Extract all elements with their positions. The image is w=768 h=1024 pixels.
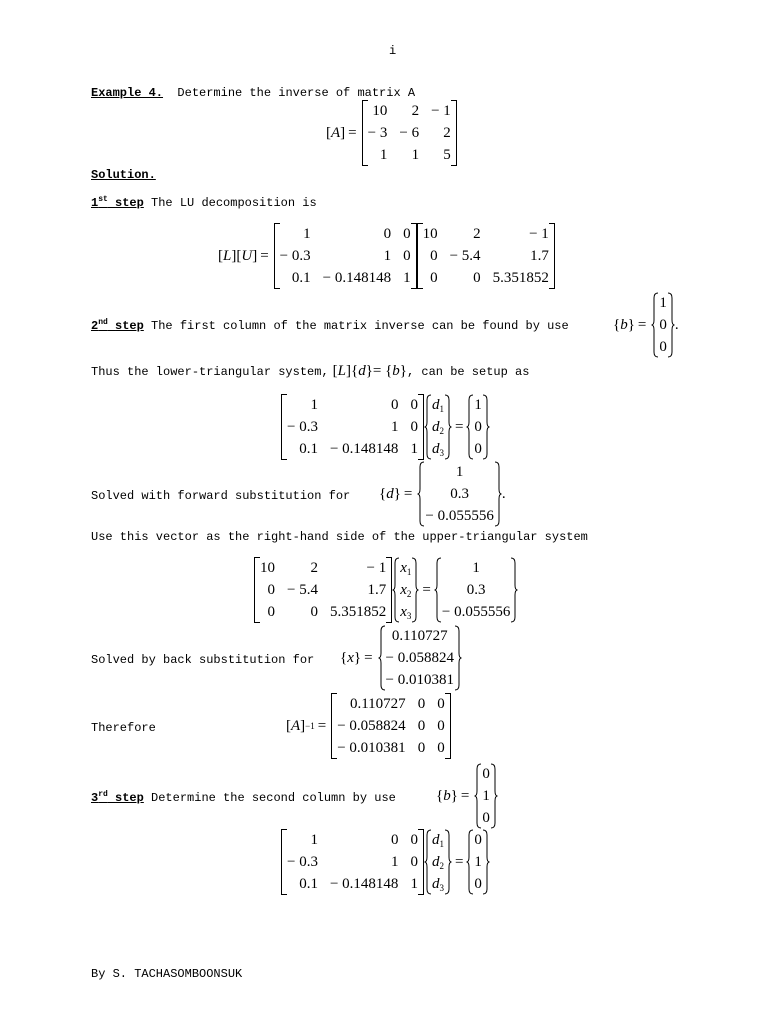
matrix-L-system	[281, 394, 424, 460]
b-vector-1: { b } = 1 0 0 .	[613, 292, 679, 358]
matrix-cell: 0.1	[299, 440, 318, 457]
matrix-cell: − 0.148148	[329, 440, 399, 457]
matrix-A	[362, 100, 457, 166]
variable-name: x	[400, 603, 407, 620]
variable-name: d	[431, 418, 440, 435]
matrix-cell: − 1	[529, 225, 549, 242]
lower-triangular-line: Thus the lower-triangular system, [L]{d}= {b} , can be setup as	[91, 363, 530, 379]
matrix-cell: 1	[379, 146, 388, 163]
footer-author: By S. TACHASOMBOONSUK	[91, 967, 243, 981]
matrix-cell: 0	[383, 225, 392, 242]
right-bracket	[549, 223, 555, 289]
matrix-cell: 10	[372, 102, 388, 119]
matrix-cell: 2	[411, 102, 420, 119]
right-brace	[490, 763, 498, 829]
x-label: x	[347, 649, 354, 666]
vector-cell: 0.110727	[391, 627, 448, 644]
matrix-cell: 1	[383, 247, 392, 264]
matrix-cell: 0	[417, 695, 426, 712]
matrix-cell: 1	[411, 146, 420, 163]
vector-cell: − 0.055556	[425, 507, 494, 524]
example-heading	[91, 86, 415, 100]
matrix-cell: 0.110727	[349, 695, 406, 712]
step2-number: 2	[91, 319, 99, 333]
matrix-cell: − 0.148148	[329, 875, 399, 892]
matrix-cell: 0	[403, 247, 411, 264]
A-inv-label: A	[291, 717, 301, 734]
matrix-A-equation: [ A ] = 10 2 − 1 − 3 − 6 2 1 1 5	[326, 100, 457, 166]
variable-name: d	[431, 853, 440, 870]
matrix-cell: 1.7	[367, 581, 387, 598]
matrix-cell: 0	[430, 269, 438, 286]
left-bracket	[417, 223, 423, 289]
matrix-cell: 10	[260, 559, 275, 576]
matrix-cell: 5.351852	[492, 269, 549, 286]
right-brace	[411, 557, 419, 623]
matrix-cell: 10	[422, 225, 438, 242]
matrix-cell: 0	[390, 396, 399, 413]
vector-cell: − 0.055556	[441, 603, 511, 620]
vector-cell: 0.3	[450, 485, 469, 502]
right-brace	[482, 394, 490, 460]
matrix-cell: 2	[443, 124, 451, 141]
matrix-L-system-2	[281, 829, 424, 895]
left-bracket	[281, 829, 287, 895]
step2-text: The first column of the matrix inverse can be found by use	[151, 319, 569, 333]
left-brace	[466, 394, 474, 460]
left-bracket	[331, 693, 337, 759]
step3-word: step	[115, 791, 144, 805]
vector-cell: 0	[474, 875, 482, 892]
forward-text: Solved with forward substitution for	[91, 489, 351, 503]
lower-system-2: 1 0 0 − 0.3 1 0 0.1 − 0.148148 1 $d_1$ $d_2$ $d_3$ = 0 1 0	[281, 829, 490, 895]
example-title: Example 4.	[91, 86, 164, 100]
left-bracket	[362, 100, 368, 166]
matrix-cell: 0	[267, 603, 275, 620]
left-brace	[434, 557, 442, 623]
b2-label: b	[443, 787, 451, 804]
right-brace	[482, 829, 490, 895]
step1-word: step	[115, 196, 144, 210]
matrix-cell: − 0.148148	[322, 269, 392, 286]
left-bracket	[274, 223, 280, 289]
vector-cell: 1	[472, 559, 480, 576]
matrix-cell: 0	[410, 396, 418, 413]
right-brace	[667, 292, 675, 358]
x-vector: { x } = 0.110727 − 0.058824 − 0.010381	[340, 625, 462, 691]
step2-word: step	[115, 319, 144, 333]
matrix-cell: 0	[417, 739, 426, 756]
left-bracket	[281, 394, 287, 460]
matrix-cell: 0	[437, 717, 445, 734]
right-bracket	[445, 693, 451, 759]
matrix-cell: − 1	[366, 559, 387, 576]
matrix-U-system	[254, 557, 392, 623]
variable-subscript: 1	[439, 403, 444, 414]
d-vector: { d } = 1 0.3 − 0.055556 .	[379, 461, 506, 527]
matrix-cell: − 0.3	[287, 418, 318, 435]
variable-name: d	[431, 440, 440, 457]
right-bracket	[451, 100, 457, 166]
matrix-cell: 0	[403, 225, 411, 242]
variable-subscript: 3	[439, 447, 444, 458]
matrix-cell: 0	[430, 247, 438, 264]
matrix-cell: − 0.058824	[337, 717, 406, 734]
step1-sup: st	[98, 195, 108, 204]
right-brace	[444, 394, 452, 460]
variable-name: d	[431, 396, 440, 413]
left-brace	[466, 829, 474, 895]
example-text: Determine the inverse of matrix A	[177, 86, 416, 100]
matrix-cell: 2	[310, 559, 318, 576]
vector-cell: 1	[474, 396, 482, 413]
matrix-cell: 0.1	[299, 875, 318, 892]
matrix-cell: 1.7	[530, 247, 549, 264]
variable-name: d	[431, 831, 440, 848]
matrix-L	[274, 223, 417, 289]
matrix-cell: 1	[303, 225, 311, 242]
lower-text-b: , can be setup as	[407, 364, 530, 379]
vector-cell: 1	[455, 463, 464, 480]
left-brace	[424, 829, 432, 895]
vector-cell: 0	[482, 809, 490, 826]
matrix-cell: − 6	[399, 124, 420, 141]
variable-subscript: 2	[406, 588, 412, 599]
page-number: i	[389, 44, 397, 58]
vector-b1-rhs	[466, 394, 490, 460]
vector-b1	[651, 292, 675, 358]
use-text: Use this vector as the right-hand side of the upper-triangular system	[91, 530, 588, 544]
matrix-cell: 0	[310, 603, 318, 620]
b-vector-2: { b } = 0 1 0	[436, 763, 498, 829]
b-label: b	[620, 316, 628, 333]
variable-name: x	[400, 559, 407, 576]
matrix-cell: − 5.4	[287, 581, 318, 598]
d-label: d	[386, 485, 394, 502]
matrix-cell: 0	[410, 831, 418, 848]
matrix-cell: 1	[410, 440, 418, 457]
matA-label: A	[331, 124, 341, 141]
variable-subscript: 2	[439, 860, 444, 871]
vector-d-vars	[424, 394, 452, 460]
vector-cell: 1	[659, 294, 667, 311]
step1-text: The LU decomposition is	[151, 196, 317, 210]
vector-b2-rhs	[466, 829, 490, 895]
inverse-sup: −1	[305, 721, 315, 731]
therefore-text: Therefore	[91, 721, 156, 735]
matrix-A-inverse	[331, 693, 450, 759]
matrix-cell: − 3	[367, 124, 388, 141]
vector-cell: 0	[659, 316, 667, 333]
matrix-cell: 1	[410, 875, 418, 892]
vector-d1-rhs	[434, 557, 518, 623]
matrix-cell: 0	[410, 853, 418, 870]
left-bracket	[254, 557, 260, 623]
matrix-cell: − 0.3	[287, 853, 318, 870]
matrix-cell: 5.351852	[329, 603, 387, 620]
variable-subscript: 2	[439, 425, 444, 436]
right-brace	[454, 625, 462, 691]
matrix-U	[417, 223, 555, 289]
L-inline: L	[337, 363, 346, 379]
variable-subscript: 1	[406, 566, 412, 577]
matrix-cell: 0	[437, 695, 445, 712]
lu-decomposition: [ L ][ U ] = 1 0 0 − 0.3 1 0 0.1 − 0.148148 1 10 2 − 1 0 − 5.4 1.7 0 0 5.351852	[218, 223, 555, 289]
lower-text-a: Thus the lower-triangular system,	[91, 364, 329, 379]
matrix-cell: 0	[417, 717, 426, 734]
vector-cell: 1	[474, 853, 482, 870]
d-inline: d	[358, 363, 366, 379]
vector-x1	[378, 625, 462, 691]
matrix-cell: 1	[310, 831, 318, 848]
vector-x-vars	[392, 557, 419, 623]
upper-system: 10 2 − 1 0 − 5.4 1.7 0 0 5.351852 $x_1$ $x_2$ $x_3$ = 1 0.3 − 0.055556	[254, 557, 518, 623]
matrix-cell: 0	[410, 418, 418, 435]
left-brace	[651, 292, 659, 358]
variable-subscript: 1	[439, 838, 444, 849]
step3-number: 3	[91, 791, 99, 805]
vector-cell: 0	[474, 418, 482, 435]
matrix-cell: − 0.3	[279, 247, 311, 264]
step1-number: 1	[91, 196, 99, 210]
left-brace	[424, 394, 432, 460]
A-inverse: [ A ] −1 = 0.110727 0 0 − 0.058824 0 0 − 0.010381 0 0	[286, 693, 451, 759]
left-brace	[474, 763, 482, 829]
vector-d-vars-2	[424, 829, 452, 895]
right-brace	[444, 829, 452, 895]
right-brace	[510, 557, 518, 623]
step1-heading	[91, 195, 317, 210]
U-label: U	[241, 247, 253, 264]
matrix-cell: − 0.010381	[337, 739, 406, 756]
matrix-cell: 0.1	[291, 269, 311, 286]
matrix-cell: 2	[473, 225, 481, 242]
vector-cell: − 0.010381	[385, 671, 455, 688]
b-inline: b	[392, 363, 400, 379]
vector-d1	[417, 461, 501, 527]
step2-sup: nd	[98, 318, 108, 327]
step3-sup: rd	[98, 790, 108, 799]
left-brace	[378, 625, 386, 691]
matrix-cell: 1	[390, 853, 399, 870]
vector-cell: 0	[474, 440, 482, 457]
step3-heading	[91, 790, 396, 805]
matrix-cell: − 5.4	[449, 247, 481, 264]
matrix-cell: − 1	[431, 102, 451, 119]
variable-subscript: 3	[439, 882, 444, 893]
vector-cell: − 0.058824	[385, 649, 455, 666]
variable-name: x	[400, 581, 407, 598]
matrix-cell: 0	[267, 581, 275, 598]
variable-name: d	[431, 875, 440, 892]
matrix-cell: 0	[437, 739, 445, 756]
vector-cell: 0	[482, 765, 490, 782]
vector-cell: 0	[659, 338, 667, 355]
matrix-cell: 0	[390, 831, 399, 848]
vector-cell: 0.3	[466, 581, 486, 598]
lower-system: 1 0 0 − 0.3 1 0 0.1 − 0.148148 1 $d_1$ $d_2$ $d_3$ = 1 0 0	[281, 394, 490, 460]
vector-cell: 0	[474, 831, 482, 848]
matrix-cell: 1	[310, 396, 318, 413]
matrix-cell: 0	[473, 269, 481, 286]
solution-heading: Solution.	[91, 168, 156, 182]
L-label: L	[223, 247, 232, 264]
variable-subscript: 3	[406, 610, 412, 621]
step2-heading	[91, 318, 569, 333]
vector-cell: 1	[482, 787, 490, 804]
matrix-cell: 1	[390, 418, 399, 435]
vector-b2	[474, 763, 498, 829]
matrix-cell: 5	[443, 146, 451, 163]
left-brace	[392, 557, 400, 623]
right-brace	[494, 461, 502, 527]
step3-text: Determine the second column by use	[151, 791, 396, 805]
matrix-cell: 1	[403, 269, 411, 286]
left-brace	[417, 461, 425, 527]
back-text: Solved by back substitution for	[91, 653, 315, 667]
